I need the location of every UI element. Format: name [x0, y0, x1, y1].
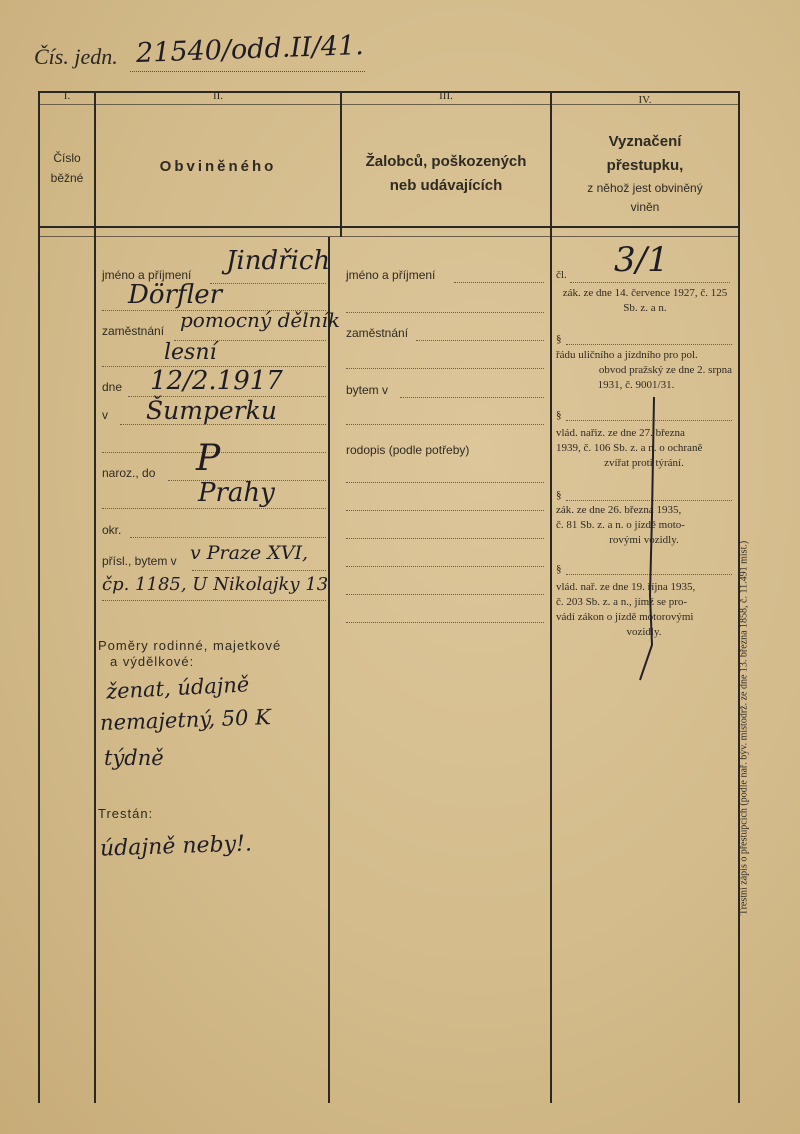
circumstances-label-1: Poměry rodinné, majetkové [98, 638, 282, 653]
col3-title-line2: neb udávajících [389, 177, 503, 194]
accused-place-label: v [102, 408, 108, 422]
biography-dotline-4 [346, 566, 544, 567]
col1-header [40, 148, 94, 188]
col1-right-border [94, 91, 96, 1103]
col4-roman: IV. [638, 94, 652, 106]
cis-jedn-label: Čís. jedn. [34, 44, 118, 69]
offence-par-2: § [556, 409, 562, 421]
side-note: Trestní zápis o přestupcích (podle nař. býv. místodrž. ze dne 13. března 1858, č. 11.491 míst.) [738, 540, 750, 916]
rule1-line1: řádu uličního a jízdního pro pol. [556, 349, 698, 361]
accused-resident-value-2: čp. 1185, U Nikolajky 13 [102, 574, 329, 595]
accused-place-value: Šumperku [146, 396, 277, 425]
offence-cl-label: čl. [556, 269, 567, 281]
col1-left-border [38, 91, 40, 1103]
offence-par-3: § [556, 489, 562, 501]
circumstances-label-2: a výdělkové: [110, 654, 195, 669]
rule2-line1: vlád. nařiz. ze dne 27. března [556, 427, 685, 439]
complainant-name-dotline-2 [346, 312, 544, 313]
complainant-residence-dotline-2 [346, 424, 544, 425]
accused-name-value-1: Jindřich [226, 246, 331, 276]
complainant-occupation-label: zaměstnání [346, 326, 409, 340]
name-dotline-1 [210, 283, 326, 284]
col3-header [342, 150, 550, 198]
circumstances-value-1: ženat, údajně [105, 672, 250, 704]
rule1-line3: 1931, č. 9001/31. [597, 379, 675, 391]
born-dotline-2 [102, 508, 326, 509]
biography-dotline-6 [346, 622, 544, 623]
accused-district-label: okr. [102, 523, 122, 537]
cis-jedn-underline [130, 71, 365, 72]
complainant-residence-dotline [400, 397, 544, 398]
col4-title-line2: přestupku, [606, 157, 684, 174]
circumstances-value-2: nemajetný, 50 K [99, 705, 272, 735]
district-dotline [130, 537, 326, 538]
biography-dotline-5 [346, 594, 544, 595]
resident-dotline-1 [192, 570, 326, 571]
rule4-line4: vozidly. [626, 626, 662, 638]
accused-born-mark: P [196, 438, 221, 479]
col2-roman: II. [212, 90, 224, 102]
biography-dotline-1 [346, 482, 544, 483]
col4-title-line4: viněn [630, 200, 660, 214]
punished-label: Trestán: [98, 806, 154, 821]
accused-date-label: dne [102, 380, 123, 394]
rule1-line2: obvod pražský ze dne 2. srpna [598, 364, 732, 376]
rule4-line2: č. 203 Sb. z. a n., jímž se pro- [556, 596, 688, 608]
accused-resident-value-1: v Praze XVI, [190, 542, 309, 564]
place-dotline [120, 424, 326, 425]
accused-occupation-value-2: lesní [164, 340, 217, 365]
col2-title: Obviněného [159, 158, 277, 175]
header-bottom-border [38, 226, 740, 228]
rule3-line2: č. 81 Sb. z. a n. o jízdě moto- [556, 519, 685, 531]
accused-occupation-value-1: pomocný dělník [180, 308, 341, 332]
col4-title-line3: z něhož jest obviněný [587, 181, 703, 195]
complainant-name-label: jméno a příjmení [346, 268, 436, 282]
cl-dotline [570, 282, 730, 283]
born-dotline [168, 480, 326, 481]
rule2-line2: 1939, č. 106 Sb. z. a n. o ochraně [556, 442, 703, 454]
offence-par-1: § [556, 333, 562, 345]
col1-roman: I. [63, 90, 71, 102]
offence-cl-value: 3/1 [614, 240, 669, 280]
accused-born-label: naroz., do [102, 466, 156, 480]
complainant-occupation-dotline [416, 340, 544, 341]
resident-dotline-2 [102, 600, 326, 601]
complainant-name-dotline [454, 282, 544, 283]
accused-name-value-2: Dörfler [128, 280, 223, 310]
complainant-occupation-dotline-2 [346, 368, 544, 369]
accused-name-label: jméno a příjmení [102, 268, 192, 282]
cis-jedn-value: 21540/odd.II/41. [135, 30, 365, 69]
hand-strike-mark [620, 395, 680, 685]
col4-title-line1: Vyznačení [608, 133, 682, 150]
par1-dotline [566, 344, 732, 345]
accused-date-value: 12/2.1917 [150, 366, 283, 396]
offence-par-4: § [556, 563, 562, 575]
rule4-line3: vádí zákon o jízdě motorovými [556, 611, 694, 623]
rule3-line1: zák. ze dne 26. března 1935, [556, 504, 682, 516]
col3-roman: III. [439, 90, 453, 102]
col1-subtitle: běžné [50, 171, 84, 185]
biography-dotline-2 [346, 510, 544, 511]
complainant-residence-label: bytem v [346, 383, 389, 397]
biography-dotline-3 [346, 538, 544, 539]
accused-born-value: Prahy [198, 478, 275, 508]
rule2-line3: zvířat proti týrání. [604, 457, 684, 469]
rule3-line3: rovými vozidly. [609, 534, 679, 546]
circumstances-value-3: týdně [104, 746, 164, 770]
body-top-divider [38, 236, 740, 237]
punished-value: údajně neby!. [99, 831, 253, 862]
rule4-line1: vlád. nař. ze dne 19. října 1935, [556, 581, 696, 593]
complainant-biography-label: rodopis (podle potřeby) [346, 443, 470, 457]
col3-title-line1: Žalobců, poškozených [365, 153, 527, 170]
accused-resident-label: přísl., bytem v [102, 554, 177, 568]
col1-title: Číslo [53, 151, 81, 165]
accused-occupation-label: zaměstnání [102, 324, 165, 338]
col4-header [552, 130, 738, 216]
col3-right-border [550, 91, 552, 1103]
col2-right-border [328, 237, 330, 1103]
offence-law1: zák. ze dne 14. července 1927, č. 125 Sb. z. a n. [562, 287, 728, 314]
